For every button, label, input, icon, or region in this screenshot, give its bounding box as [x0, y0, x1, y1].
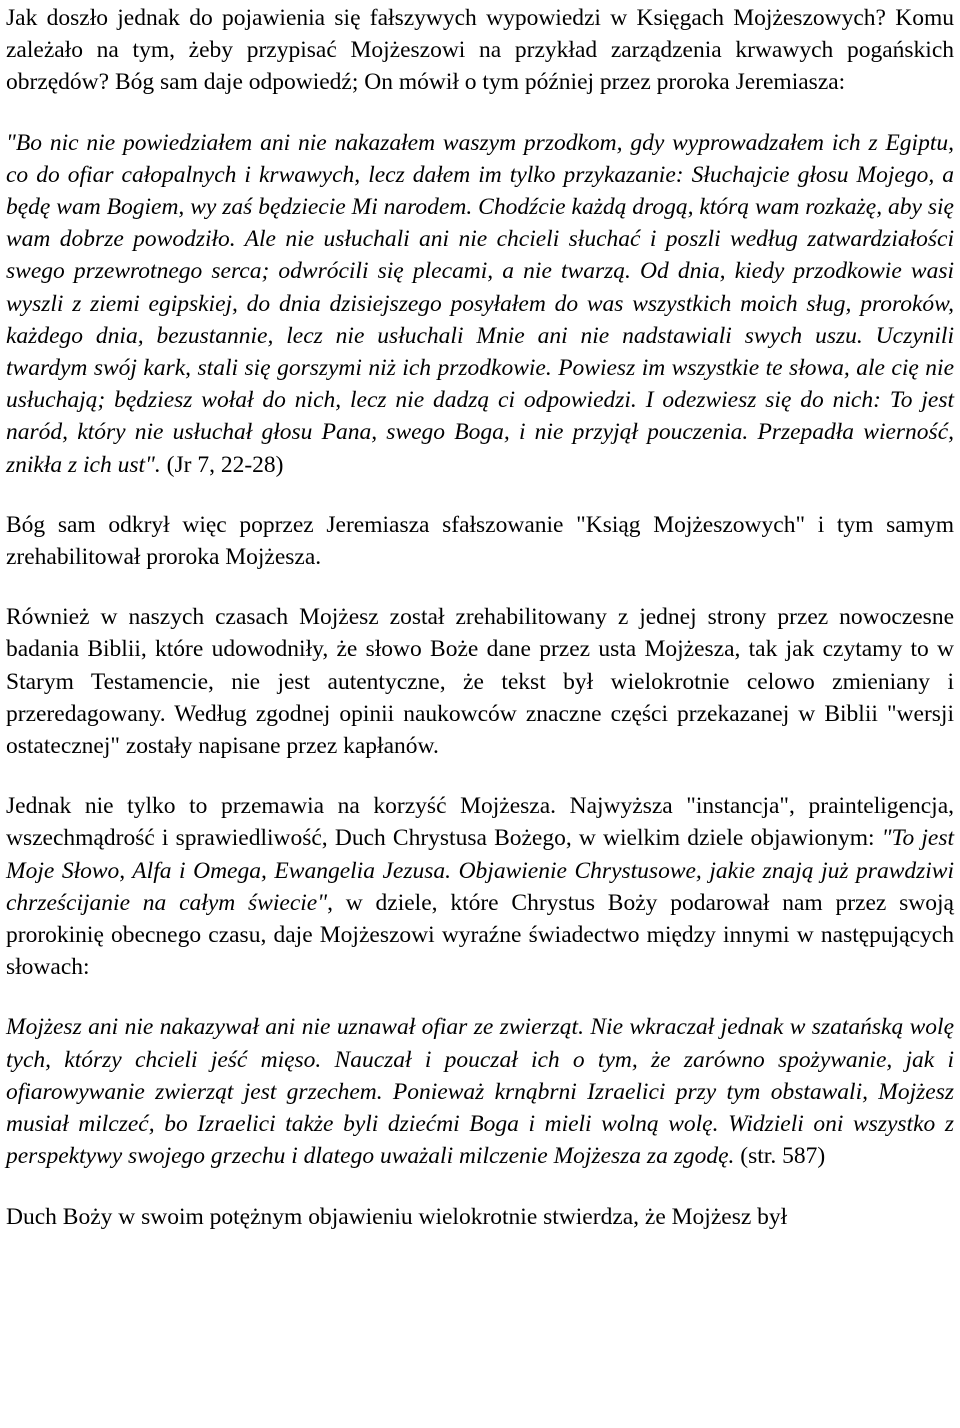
paragraph-jeremiah-quote — [6, 127, 954, 481]
document-body — [6, 2, 954, 1233]
paragraph-moses-quote — [6, 1011, 954, 1172]
paragraph-text: Jednak nie tylko to przemawia na korzyść Mojżesza. Najwyższa "instancja", prainteligencja, wszechmądrość i sprawiedliwość, Duch Chrystusa Bożego, w wielkim dziele objawionym: — [6, 793, 954, 852]
paragraph-text: Również w naszych czasach Mojżesz został zrehabilitowany z jednej strony przez nowoczesne badania Biblii, które udowodniły, że słowo Boże dane przez usta Mojżesza, tak jak czytamy to w Starym Testamencie, nie jest autentyczne, że tekst był wielokrotnie celowo zmieniany i przeredagowany. Według zgodnej opinii naukowców znaczne części przekazanej w Biblii "wersji ostatecznej" zostały napisane przez kapłanów. — [6, 604, 954, 760]
paragraph-text: , w dziele, które Chrystus Boży podarował nam przez swoją prorokinię obecnego czasu, daje Mojżeszowi wyraźne świadectwo między innymi w następujących słowach: — [6, 889, 954, 981]
book-title-quote: "To jest Moje Słowo, Alfa i Omega, Ewangelia Jezusa. Objawienie Chrystusowe, jakie znają już prawdziwi chrześcijanie na całym świecie" — [6, 825, 954, 916]
paragraph-rehabilitation — [6, 509, 954, 573]
paragraph-revelation — [6, 790, 954, 983]
paragraph-question — [6, 2, 954, 99]
citation-reference: (str. 587) — [740, 1143, 826, 1170]
paragraph-text: Bóg sam odkrył więc poprzez Jeremiasza sfałszowanie "Ksiąg Mojżeszowych" i tym samym zrehabilitował proroka Mojżesza. — [6, 511, 954, 571]
paragraph-closing — [6, 1201, 954, 1233]
paragraph-text: Duch Boży w swoim potężnym objawieniu wielokrotnie stwierdza, że Mojżesz był — [6, 1203, 788, 1230]
citation-reference: (Jr 7, 22-28) — [166, 451, 284, 478]
paragraph-text: Jak doszło jednak do pojawienia się fałszywych wypowiedzi w Księgach Mojżeszowych? Komu zależało na tym, żeby przypisać Mojżeszowi na przykład zarządzenia krwawych pogańskich obrzędów? Bóg sam daje odpowiedź; On mówił o tym później przez proroka Jeremiasza: — [6, 5, 954, 96]
quote-text: Mojżesz ani nie nakazywał ani nie uznawał ofiar ze zwierząt. Nie wkraczał jednak w szatańską wolę tych, którzy chcieli jeść mięso. Nauczał i pouczał ich o tym, że zarówno spożywanie, jak i ofiarowywanie zwierząt jest grzechem. Ponieważ krnąbrni Izraelici przy tym obstawali, Mojżesz musiał milczeć, bo Izraelici także byli dziećmi Boga i mieli wolną wolę. Widzieli oni wszystko z perspektywy swojego grzechu i dlatego uważali milczenie Mojżesza za zgodę. — [6, 1014, 954, 1170]
paragraph-modern-research — [6, 601, 954, 762]
quote-text: "Bo nic nie powiedziałem ani nie nakazałem waszym przodkom, gdy wyprowadzałem ich z Egiptu, co do ofiar całopalnych i krwawych, lecz dałem im tylko przykazanie: Słuchajcie głosu Mojego, a będę wam Bogiem, wy zaś będziecie Mi narodem. Chodźcie każdą drogą, którą wam rozkażę, aby się wam dobrze powodziło. Ale nie usłuchali ani nie chcieli słuchać i poszli według zatwardziałości swego przewrotnego serca; odwrócili się plecami, a nie twarzą. Od dnia, kiedy przodkowie wasi wyszli z ziemi egipskiej, do dnia dzisiejszego posyłałem do was wszystkich moich sług, proroków, każdego dnia, bezustannie, lecz nie usłuchali Mnie ani nie nadstawiali swych uszu. Uczynili twardym swój kark, stali się gorszymi niż ich przodkowie. Powiesz im wszystkie te słowa, ale cię nie usłuchają; będziesz wołał do nich, lecz nie dadzą ci odpowiedzi. I odezwiesz się do nich: To jest naród, który nie usłuchał głosu Pana, swego Boga, i nie przyjął pouczenia. Przepadła wierność, znikła z ich ust". — [6, 129, 954, 478]
